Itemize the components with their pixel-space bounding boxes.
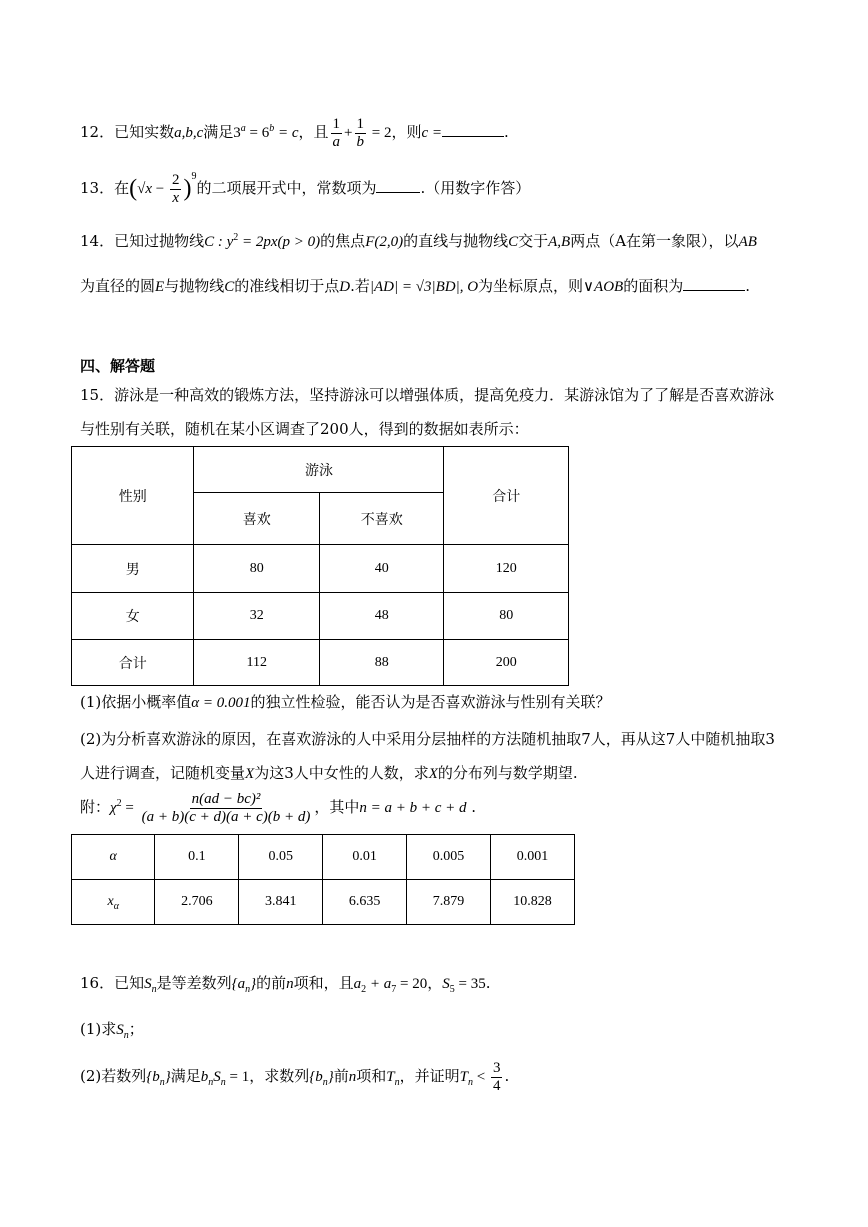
appendix-formula: 附：$\chi^2$ = $\frac{\text{n(ad − bc)²}}{(a + b)(c + d)(a + c)(b + d)}$ ，其中n = a + b + c + d .: [80, 791, 477, 825]
chi-square-fraction: $\frac{\text{n(ad − bc)²}}{(a + b)(c + d)(a + c)(b + d)}$: [141, 791, 311, 825]
section-heading: 四、解答题: [80, 357, 156, 375]
answer-blank: [442, 122, 504, 137]
question-14-line-1: 14．已知过抛物线C : $y^2 = 2px(p > 0)$的焦点F(2,0)的直线与抛物线C交于A,B两点（A在第一象限），以AB: [80, 232, 757, 250]
table-row: 合计 112 88 200: [72, 640, 569, 686]
answer-blank: [376, 178, 420, 193]
fraction-1-over-b: $\frac{1}{b}$: [356, 116, 365, 150]
table-row: $x_\alpha$ 2.706 3.841 6.635 7.879 10.828: [72, 880, 575, 925]
header-dislike: 不喜欢: [319, 493, 443, 545]
question-13: 13．在(√x − $\frac{2}{x}$ )$^9$的二项展开式中，常数项为 .（用数字作答）: [80, 171, 531, 206]
answer-blank: [683, 276, 745, 291]
q12-number: 12．已知实数: [80, 123, 175, 141]
question-15-part-1: (1)依据小概率值α = 0.001的独立性检验，能否认为是否喜欢游泳与性别有关联？: [80, 693, 611, 711]
critical-value-table: [71, 834, 575, 925]
fraction-3-over-4: $\frac{3}{4}$: [492, 1060, 501, 1094]
table-row: α 0.1 0.05 0.01 0.005 0.001: [72, 835, 575, 880]
question-12: 12．已知实数a,b,c满足$3^a = 6^b = c$，且 $\frac{1}{a}$ + $\frac{1}{b}$ = 2，则c = .: [80, 116, 509, 150]
table-row: 女 32 48 80: [72, 593, 569, 640]
question-16-part-2: (2)若数列$\{b_n\}$满足$b_nS_n = 1$，求数列$\{b_n\}$前n项和$T_n$，并证明$T_n$ < $\frac{3}{4}$ .: [80, 1060, 510, 1094]
header-total: 合计: [444, 447, 569, 545]
question-16-line-1: 16．已知$S_n$是等差数列$\{a_n\}$的前n项和，且$a_2 + a_7 = 20$，$S_5 = 35$.: [80, 974, 491, 995]
header-like: 喜欢: [194, 493, 320, 545]
header-gender: 性别: [72, 447, 194, 545]
table-row: 男 80 40 120: [72, 545, 569, 593]
question-15-part-2-line-2: 人进行调查，记随机变量X为这3人中女性的人数，求X的分布列与数学期望.: [80, 764, 578, 782]
fraction-1-over-a: $\frac{1}{a}$: [332, 116, 341, 150]
question-15-line-1: 15．游泳是一种高效的锻炼方法，坚持游泳可以增强体质，提高免疫力．某游泳馆为了了解是否喜欢游泳: [80, 386, 775, 404]
question-14-line-2: 为直径的圆E与抛物线C的准线相切于点D.若|AD| = √3|BD|, O为坐标原点，则∨AOB的面积为 .: [80, 277, 750, 295]
question-15-line-2: 与性别有关联，随机在某小区调查了200人，得到的数据如表所示：: [80, 420, 529, 438]
question-16-part-1: (1)求$S_n$；: [80, 1020, 144, 1041]
survey-table: [71, 446, 569, 686]
question-15-part-2-line-1: (2)为分析喜欢游泳的原因，在喜欢游泳的人中采用分层抽样的方法随机抽取7人，再从这7人中随机抽取3: [80, 730, 775, 748]
header-swim: 游泳: [194, 447, 444, 493]
fraction-2-over-x: $\frac{2}{x}$: [171, 172, 180, 206]
